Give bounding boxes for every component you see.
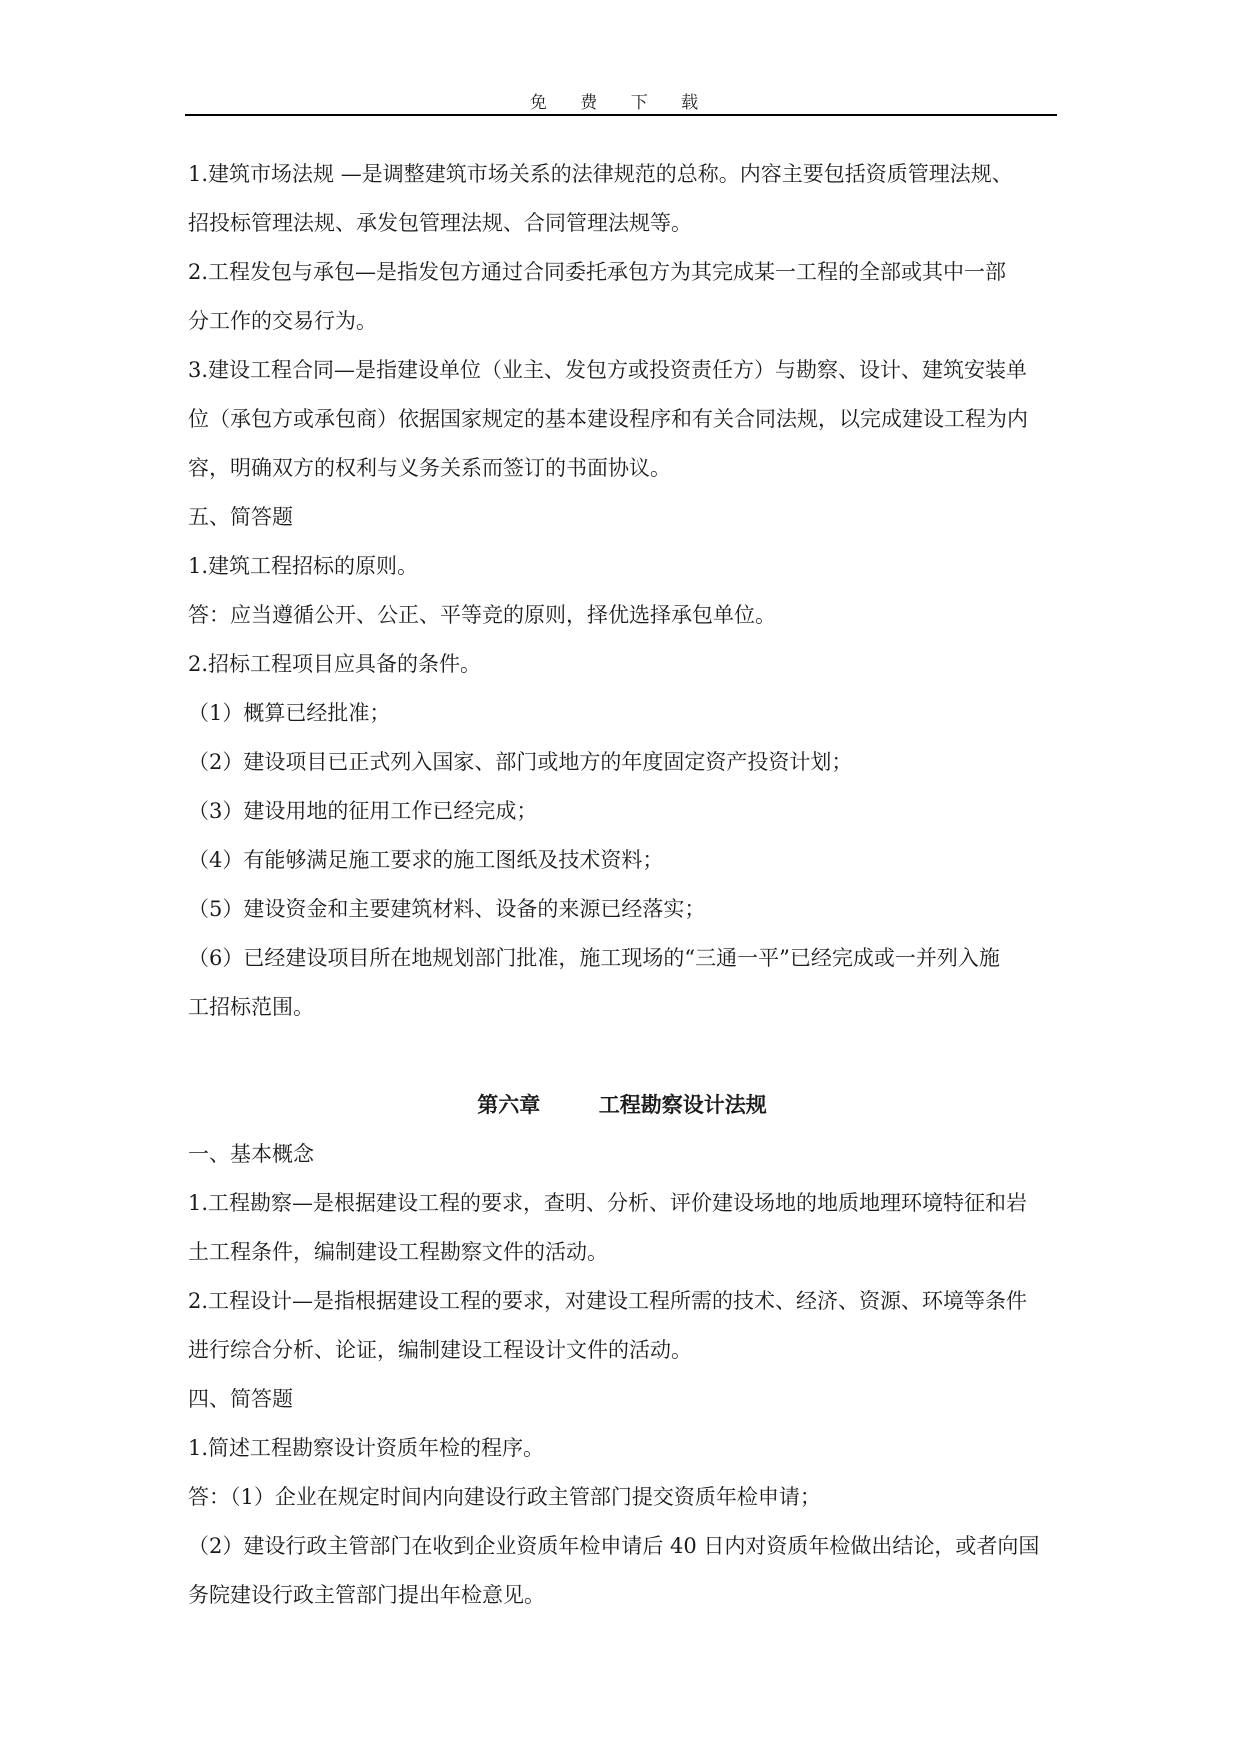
text-line: 分工作的交易行为。 <box>188 309 377 333</box>
answer-line: 答：应当遵循公开、公正、平等竞的原则，择优选择承包单位。 <box>188 603 776 627</box>
text-line: 进行综合分析、论证，编制建设工程设计文件的活动。 <box>188 1338 692 1362</box>
list-item: （1）概算已经批准； <box>188 701 391 725</box>
text-line: 位（承包方或承包商）依据国家规定的基本建设程序和有关合同法规，以完成建设工程为内 <box>188 407 1028 431</box>
list-item: （3）建设用地的征用工作已经完成； <box>188 799 538 823</box>
question-line: 2.招标工程项目应具备的条件。 <box>188 652 482 676</box>
section-heading: 四、简答题 <box>188 1387 293 1411</box>
answer-line: 答：（1）企业在规定时间内向建设行政主管部门提交资质年检申请； <box>188 1485 821 1509</box>
page-header: 免 费 下 载 <box>529 93 713 113</box>
list-item: （5）建设资金和主要建筑材料、设备的来源已经落实； <box>188 897 706 921</box>
text-line: 2.工程设计—是指根据建设工程的要求，对建设工程所需的技术、经济、资源、环境等条件 <box>188 1289 1028 1313</box>
text-line: 1.建筑市场法规 —是调整建筑市场关系的法律规范的总称。内容主要包括资质管理法规、 <box>188 162 1013 186</box>
list-item: （2）建设行政主管部门在收到企业资质年检申请后 40 日内对资质年检做出结论，或者向国 <box>188 1534 1040 1558</box>
text-line: 招投标管理法规、承发包管理法规、合同管理法规等。 <box>188 211 692 235</box>
text-line: 2.工程发包与承包—是指发包方通过合同委托承包方为其完成某一工程的全部或其中一部 <box>188 260 1007 284</box>
text-line: 务院建设行政主管部门提出年检意见。 <box>188 1583 545 1607</box>
question-line: 1.建筑工程招标的原则。 <box>188 554 419 578</box>
text-line: 工招标范围。 <box>188 995 314 1019</box>
header-divider <box>185 114 1057 116</box>
list-item: （6）已经建设项目所在地规划部门批准，施工现场的“三通一平”已经完成或一并列入施 <box>188 946 1000 970</box>
section-heading: 一、基本概念 <box>188 1142 314 1166</box>
text-line: 容，明确双方的权利与义务关系而签订的书面协议。 <box>188 456 671 480</box>
text-line: 土工程条件，编制建设工程勘察文件的活动。 <box>188 1240 608 1264</box>
question-line: 1.简述工程勘察设计资质年检的程序。 <box>188 1436 545 1460</box>
list-item: （2）建设项目已正式列入国家、部门或地方的年度固定资产投资计划； <box>188 750 853 774</box>
list-item: （4）有能够满足施工要求的施工图纸及技术资料； <box>188 848 664 872</box>
text-line: 3.建设工程合同—是指建设单位（业主、发包方或投资责任方）与勘察、设计、建筑安装单 <box>188 358 1028 382</box>
chapter-title: 第六章 工程勘察设计法规 <box>477 1093 767 1117</box>
text-line: 1.工程勘察—是根据建设工程的要求，查明、分析、评价建设场地的地质地理环境特征和岩 <box>188 1191 1028 1215</box>
blank-gap <box>188 1032 1056 1081</box>
section-heading: 五、简答题 <box>188 505 293 529</box>
document-body <box>188 150 1056 1620</box>
